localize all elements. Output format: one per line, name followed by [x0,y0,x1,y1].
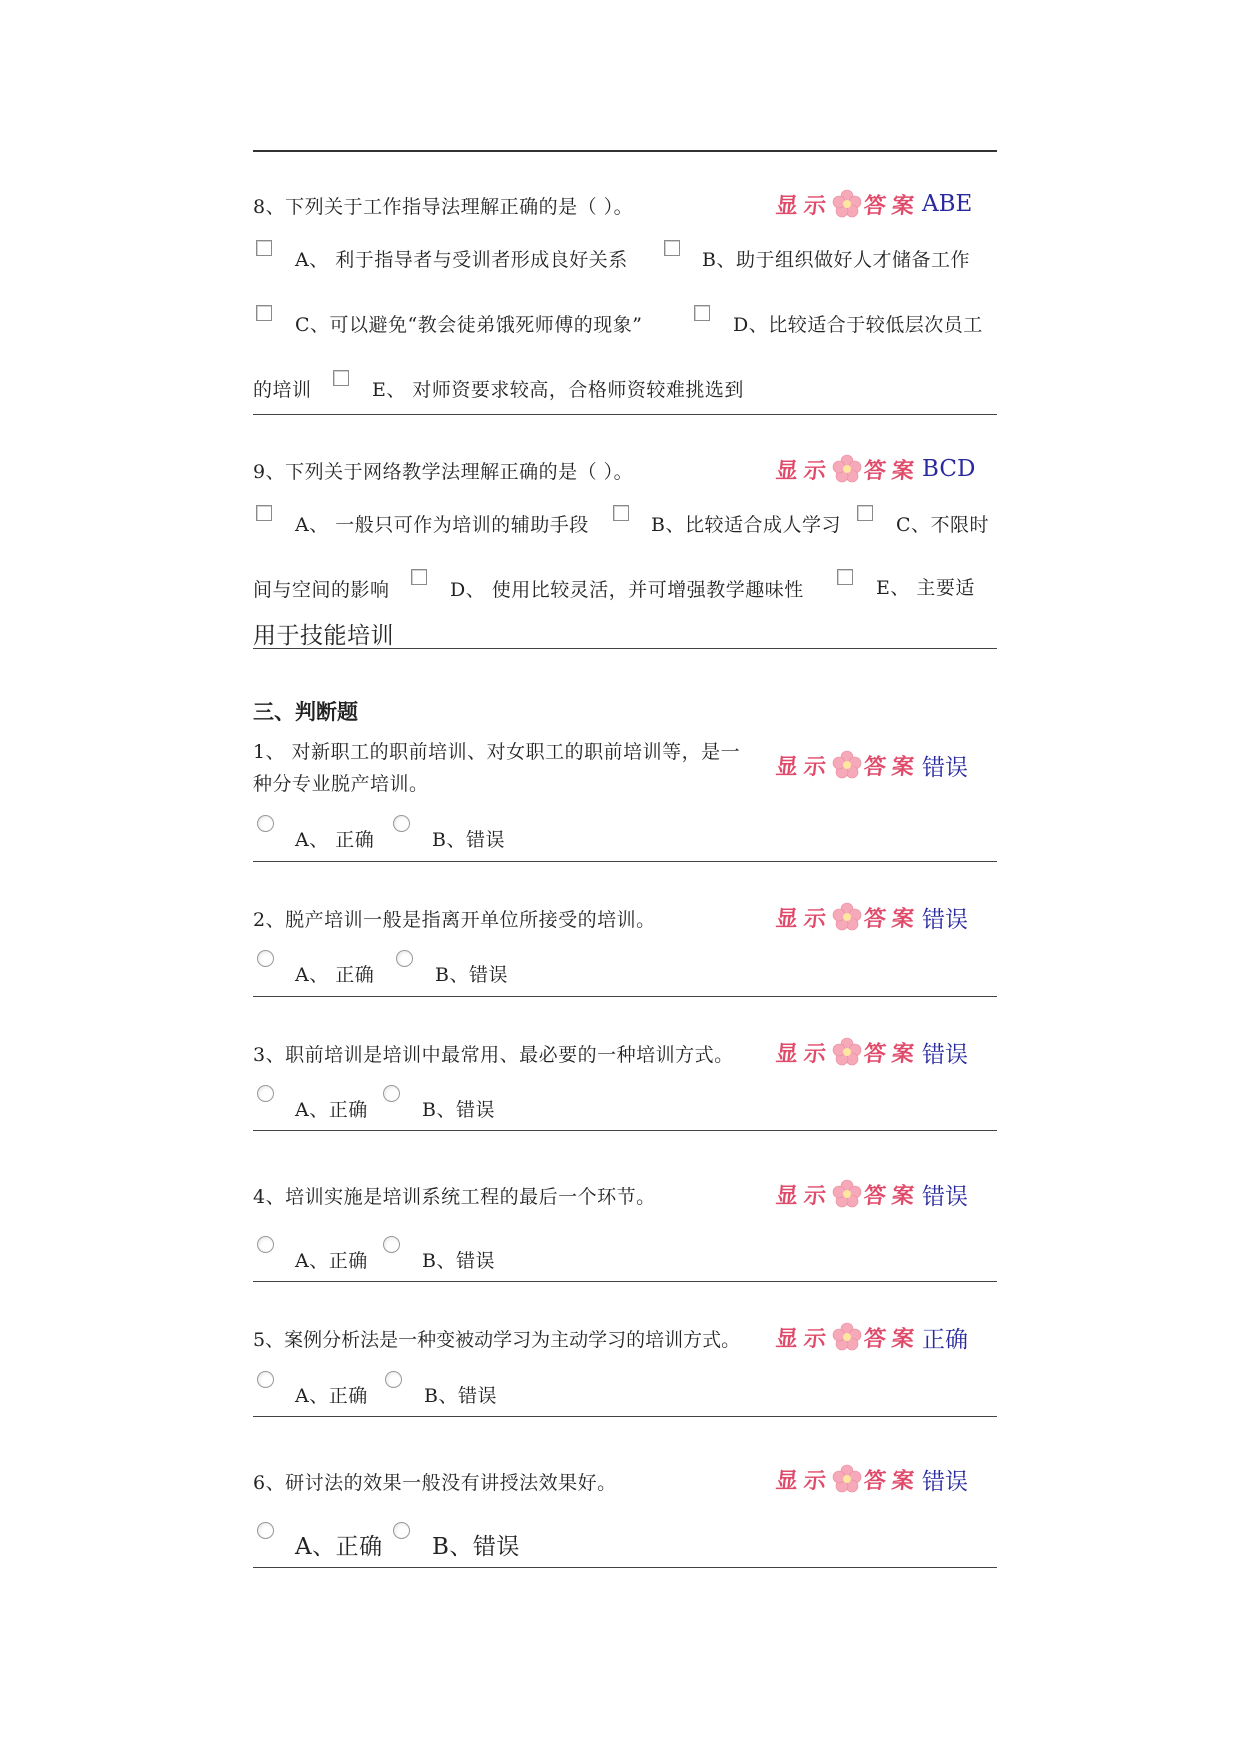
judge-1-text: 1、 对新职工的职前培训、对女职工的职前培训等，是一 [253,741,741,763]
judge-5-text: 5、案例分析法是一种变被动学习为主动学习的培训方式。 [253,1329,741,1351]
q8-checkbox-b[interactable] [664,240,680,256]
j1-option-b: B、错误 [432,829,505,851]
top-divider [253,150,997,152]
j5-radio-a[interactable] [257,1371,274,1388]
q9-option-e-cont: 用于技能培训 [253,623,394,649]
answer-value-j4: 错误 [922,1183,969,1210]
answer-label: 答案 [862,753,922,780]
j5-option-a: A、正确 [295,1385,368,1407]
answer-label: 答案 [862,1325,922,1352]
question-8-text: 8、下列关于工作指导法理解正确的是（ ）。 [253,196,634,218]
q9-checkbox-a[interactable] [256,505,272,521]
q9-checkbox-c[interactable] [857,505,873,521]
show-label: 显示 [774,192,834,219]
j5-option-b: B、错误 [424,1385,497,1407]
j4-option-a: A、正确 [295,1250,368,1272]
answer-value-j2: 错误 [922,906,969,933]
j6-radio-a[interactable] [257,1522,274,1539]
answer-label: 答案 [862,1467,922,1494]
j6-option-b: B、错误 [432,1534,520,1560]
j2-option-a: A、 正确 [295,964,375,986]
divider [253,414,997,415]
show-label: 显示 [774,1182,834,1209]
flower-icon [832,1179,862,1209]
answer-label: 答案 [862,905,922,932]
flower-icon [832,189,862,219]
j2-option-b: B、错误 [435,964,508,986]
section-title: 三、判断题 [253,699,358,724]
judge-6-text: 6、研讨法的效果一般没有讲授法效果好。 [253,1472,617,1494]
flower-icon [832,1464,862,1494]
j2-radio-b[interactable] [396,950,413,967]
q9-option-a: A、 一般只可作为培训的辅助手段 [295,514,589,536]
divider [253,648,997,649]
flower-icon [832,902,862,932]
flower-icon [832,1037,862,1067]
q8-option-d-cont: 的培训 [253,379,312,401]
show-label: 显示 [774,1040,834,1067]
show-answer-badge-j1[interactable] [776,748,968,782]
j3-radio-a[interactable] [257,1085,274,1102]
j3-option-a: A、正确 [295,1099,368,1121]
q9-checkbox-e[interactable] [837,569,853,585]
question-9-text: 9、下列关于网络教学法理解正确的是（ ）。 [253,461,634,483]
divider [253,1130,997,1131]
q8-option-c: C、可以避免“教会徒弟饿死师傅的现象” [295,314,643,336]
judge-2-text: 2、脱产培训一般是指离开单位所接受的培训。 [253,909,656,931]
answer-value-j1: 错误 [922,754,969,781]
q8-option-d: D、比较适合于较低层次员工 [733,314,983,336]
j1-radio-a[interactable] [257,815,274,832]
j6-radio-b[interactable] [393,1522,410,1539]
q9-option-c-cont: 间与空间的影响 [253,579,390,601]
answer-label: 答案 [862,457,922,484]
show-label: 显示 [774,753,834,780]
divider [253,1567,997,1568]
show-label: 显示 [774,457,834,484]
show-answer-badge-9[interactable] [776,452,975,486]
flower-icon [832,1322,862,1352]
j6-option-a: A、正确 [295,1534,383,1560]
j2-radio-a[interactable] [257,950,274,967]
show-answer-badge-8[interactable] [776,187,972,221]
answer-value-j3: 错误 [922,1041,969,1068]
flower-icon [832,750,862,780]
divider [253,996,997,997]
show-answer-badge-j3[interactable] [776,1035,968,1069]
j4-radio-b[interactable] [383,1236,400,1253]
show-answer-badge-j2[interactable] [776,900,968,934]
q8-checkbox-e[interactable] [333,370,349,386]
q8-option-a: A、 利于指导者与受训者形成良好关系 [295,249,628,271]
q8-checkbox-d[interactable] [694,305,710,321]
answer-value-j5: 正确 [922,1326,969,1353]
j5-radio-b[interactable] [385,1371,402,1388]
j3-option-b: B、错误 [422,1099,495,1121]
q9-option-e: E、 主要适 [876,577,975,599]
answer-value-8: ABE [922,191,973,217]
j4-radio-a[interactable] [257,1236,274,1253]
answer-value-9: BCD [922,456,976,482]
divider [253,1416,997,1417]
q8-checkbox-c[interactable] [256,305,272,321]
flower-icon [832,454,862,484]
judge-4-text: 4、培训实施是培训系统工程的最后一个环节。 [253,1186,656,1208]
j1-option-a: A、 正确 [295,829,375,851]
q8-checkbox-a[interactable] [256,240,272,256]
q9-checkbox-d[interactable] [411,569,427,585]
j1-radio-b[interactable] [393,815,410,832]
answer-value-j6: 错误 [922,1468,969,1495]
show-answer-badge-j5[interactable] [776,1320,968,1354]
divider [253,861,997,862]
q9-checkbox-b[interactable] [613,505,629,521]
q8-option-b: B、助于组织做好人才储备工作 [702,249,970,271]
show-label: 显示 [774,905,834,932]
divider [253,1281,997,1282]
show-label: 显示 [774,1325,834,1352]
q9-option-b: B、比较适合成人学习 [651,514,841,536]
j3-radio-b[interactable] [383,1085,400,1102]
q9-option-d: D、 使用比较灵活，并可增强教学趣味性 [450,579,804,601]
show-answer-badge-j4[interactable] [776,1177,968,1211]
judge-1-text-cont: 种分专业脱产培训。 [253,773,429,795]
show-label: 显示 [774,1467,834,1494]
answer-label: 答案 [862,192,922,219]
q8-option-e: E、 对师资要求较高，合格师资较难挑选到 [372,379,744,401]
answer-label: 答案 [862,1182,922,1209]
show-answer-badge-j6[interactable] [776,1462,968,1496]
j4-option-b: B、错误 [422,1250,495,1272]
answer-label: 答案 [862,1040,922,1067]
q9-option-c: C、不限时 [896,514,990,536]
judge-3-text: 3、职前培训是培训中最常用、最必要的一种培训方式。 [253,1044,734,1066]
